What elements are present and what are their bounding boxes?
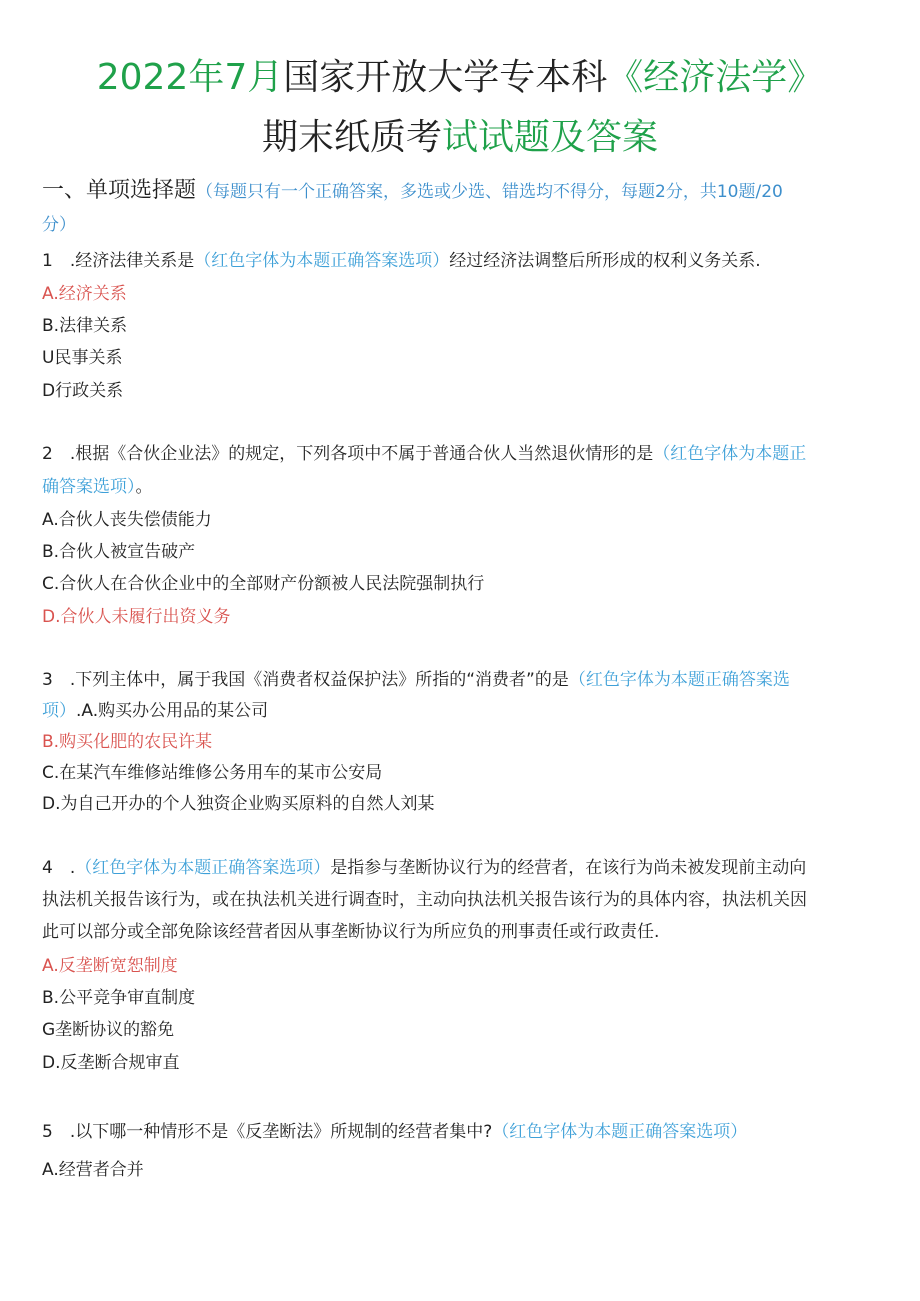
answer-hint: （红色字体为本题正 [653,444,807,464]
answer-hint: （红色字体为本题正确答案选 [568,670,790,690]
answer-hint: （红色字体为本题正确答案选项） [75,858,331,878]
question-5-stem: 5 .以下哪一种情形不是《反垄断法》所规制的经营者集中?（红色字体为本题正确答案选项） [42,1122,748,1142]
question-2-option-c: C.合伙人在合伙企业中的全部财产份额被人民法院强制执行 [42,574,485,594]
question-4-stem-cont2: 此可以部分或全部免除该经营者因从事垄断协议行为所应负的刑事责任或行政责任. [42,922,660,942]
title-institution: 国家开放大学专本科 [283,57,608,98]
question-4-option-b: B.公平竞争审直制度 [42,988,196,1008]
question-1-option-b: B.法律关系 [42,316,128,336]
question-2-option-a: A.合伙人丧失偿债能力 [42,510,212,530]
question-4-stem: 4 .（红色字体为本题正确答案选项）是指参与垄断协议行为的经营者，在该行为尚未被发现前主动向 [42,858,807,878]
document-title-line2 [0,116,920,160]
question-3-option-c: C.在某汽车维修站维修公务用车的某市公安局 [42,763,383,783]
question-1-option-d: D行政关系 [42,381,124,401]
question-4-stem-cont1: 执法机关报告该行为，或在执法机关进行调查时，主动向执法机关报告该行为的具体内容，执法机关因 [42,890,807,910]
question-2-option-d: D.合伙人未履行出资义务 [42,607,231,627]
title-answers: 试试题及答案 [442,117,659,158]
question-3-option-b: B.购买化肥的农民许某 [42,732,213,752]
answer-hint: （红色字体为本题正确答案选项） [194,251,450,271]
question-2-option-b: B.合伙人被宣告破产 [42,542,196,562]
title-course: 《经济法学》 [607,57,824,98]
answer-hint: （红色字体为本题正确答案选项） [492,1122,748,1142]
section-heading [42,176,882,207]
question-2-stem-cont: 确答案选项）。 [42,477,153,497]
question-5-option-a: A.经营者合并 [42,1160,144,1180]
title-exam-type: 期末纸质考 [261,117,442,158]
question-1-option-a: A.经济关系 [42,284,127,304]
question-1-stem: 1 .经济法律关系是（红色字体为本题正确答案选项）经过经济法调整后所形成的权利义务关系. [42,251,761,271]
question-4-option-c: G垄断协议的豁免 [42,1020,175,1040]
section-note-cont: 分） [42,215,76,235]
section-title: 一、单项选择题 [42,178,197,203]
question-4-option-a: A.反垄断宽恕制度 [42,956,178,976]
question-3-stem: 3 .下列主体中，属于我国《消费者权益保护法》所指的“消费者”的是（红色字体为本题正确答案选 [42,670,790,690]
question-1-option-c: U民事关系 [42,348,123,368]
question-2-stem: 2 .根据《合伙企业法》的规定，下列各项中不属于普通合伙人当然退伙情形的是（红色字体为本题正 [42,444,807,464]
document-title-line1 [0,56,920,100]
title-year: 2022年7月 [96,57,284,98]
question-3-option-d: D.为自己开办的个人独资企业购买原料的自然人刘某 [42,794,435,814]
question-4-option-d: D.反垄断合规审直 [42,1053,180,1073]
section-note: （每题只有一个正确答案，多选或少选、错选均不得分，每题2分，共10题/20 [196,182,783,202]
question-3-stem-cont: 项）.A.购买办公用品的某公司 [42,701,269,721]
